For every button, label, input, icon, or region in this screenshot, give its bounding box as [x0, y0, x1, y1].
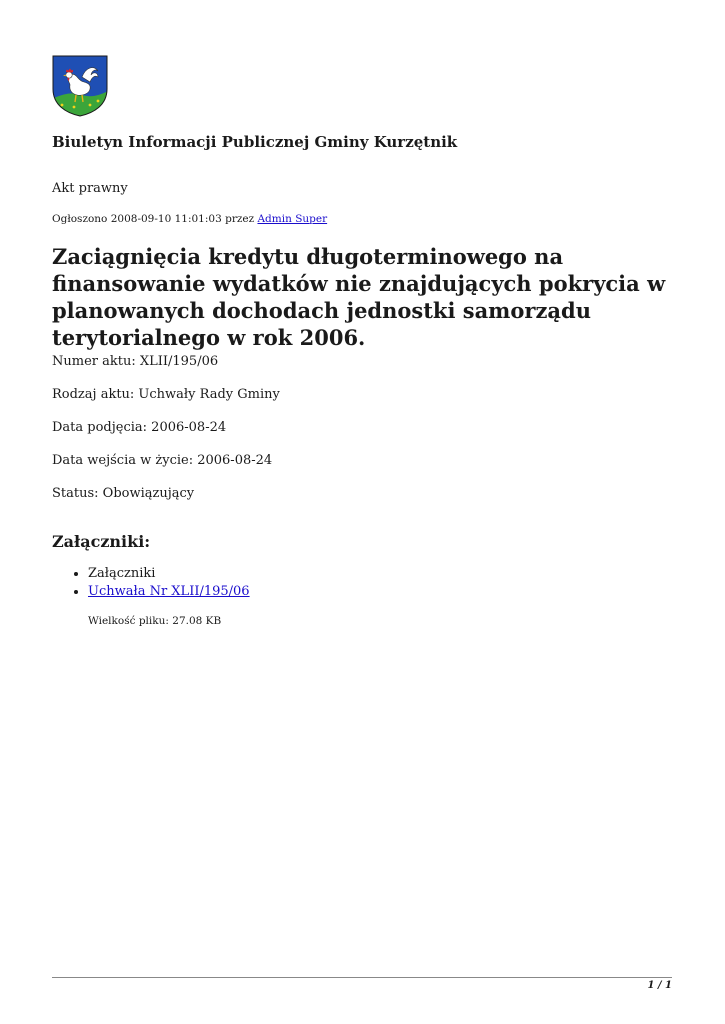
coat-of-arms-icon — [52, 55, 108, 117]
act-status: Status: Obowiązujący — [52, 486, 195, 501]
document-title: Zaciągnięcia kredytu długoterminowego na finansowanie wydatków nie znajdujących pokrycia w planowanych dochodach jednostki samorządu terytorialnego w rok 2006. — [52, 244, 666, 350]
list-item — [88, 583, 250, 601]
attachments-heading: Załączniki: — [52, 532, 151, 551]
act-number: Numer aktu: XLII/195/06 — [52, 354, 219, 369]
file-size: Wielkość pliku: 27.08 KB — [88, 615, 222, 627]
author-link[interactable]: Admin Super — [257, 213, 328, 225]
posted-prefix: Ogłoszono 2008-09-10 11:01:03 przez — [52, 213, 255, 225]
document-type: Akt prawny — [52, 181, 128, 196]
list-item — [88, 565, 250, 583]
adoption-date: Data podjęcia: 2006-08-24 — [52, 420, 227, 435]
page-number: 1 / 1 — [647, 980, 672, 991]
effective-date: Data wejścia w życie: 2006-08-24 — [52, 453, 273, 468]
site-title: Biuletyn Informacji Publicznej Gminy Kurzętnik — [52, 133, 458, 151]
attachments-list — [52, 565, 250, 601]
attachment-link[interactable]: Uchwała Nr XLII/195/06 — [88, 584, 250, 599]
act-kind: Rodzaj aktu: Uchwały Rady Gminy — [52, 387, 280, 402]
footer-divider — [52, 977, 672, 978]
posted-info — [52, 213, 327, 225]
attachments-label: Załączniki — [88, 566, 156, 581]
